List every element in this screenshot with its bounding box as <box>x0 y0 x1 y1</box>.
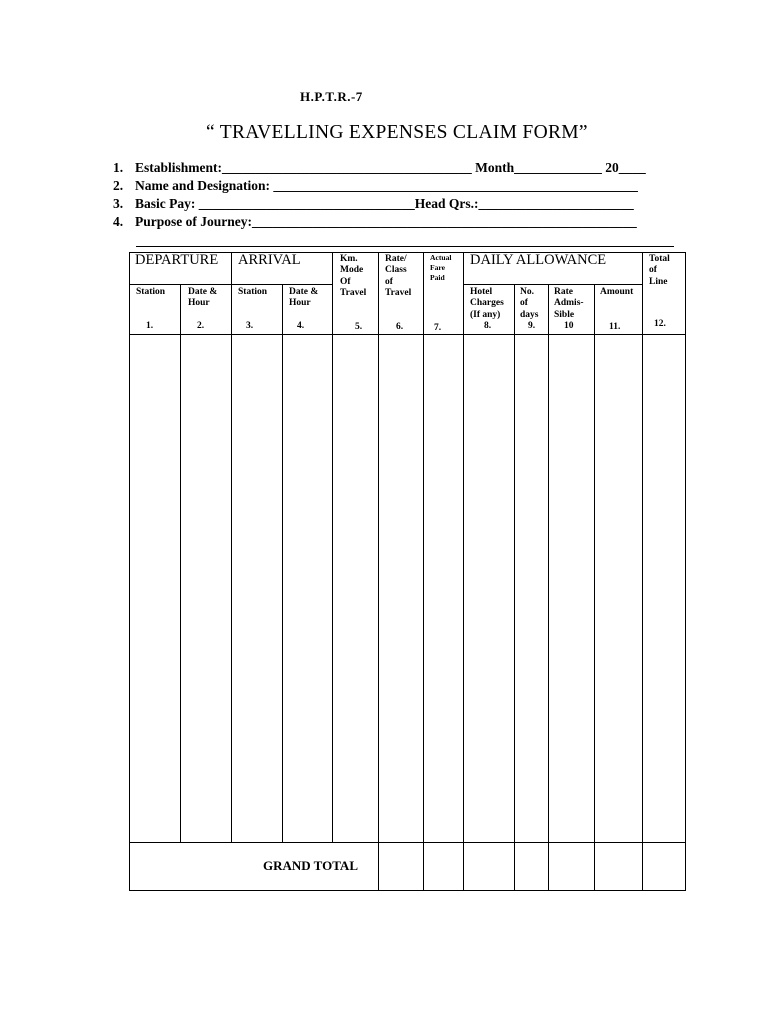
col-divider <box>463 252 464 890</box>
column-number: 10 <box>564 321 574 331</box>
col-divider <box>514 284 515 890</box>
station-header-departure: Station <box>136 287 166 297</box>
daily-allowance-sub-border <box>463 284 642 285</box>
daily-allowance-header: DAILY ALLOWANCE <box>470 252 607 268</box>
field-establishment-text: Establishment:_____________________________________ Month_____________ 20____ <box>135 160 646 175</box>
rate-class-header: Rate/ Class of Travel <box>385 254 412 298</box>
km-mode-header: Km. Mode Of Travel <box>340 254 367 298</box>
col-divider <box>594 284 595 890</box>
field-basic-pay[interactable] <box>113 196 634 212</box>
field-purpose[interactable] <box>113 214 637 230</box>
header-bottom-border <box>129 334 686 335</box>
station-header-arrival: Station <box>238 287 268 297</box>
date-hour-header-departure: Date & Hour <box>188 287 218 309</box>
col-divider <box>423 252 424 890</box>
field-number: 3. <box>113 196 124 211</box>
hotel-charges-header: Hotel Charges (If any) <box>470 287 504 320</box>
rate-admissible-header: Rate Admis- Sible <box>554 287 584 320</box>
column-number: 1. <box>146 321 154 331</box>
field-establishment[interactable] <box>113 160 646 176</box>
departure-header: DEPARTURE <box>135 252 219 268</box>
col-divider <box>282 284 283 842</box>
table-bottom-border <box>129 890 686 891</box>
col-divider <box>180 284 181 842</box>
column-number: 9. <box>528 321 536 331</box>
field-number: 1. <box>113 160 124 175</box>
col-divider <box>332 252 333 842</box>
table-left-border <box>129 252 130 890</box>
field-number: 2. <box>113 178 124 193</box>
form-code: H.P.T.R.-7 <box>300 89 363 104</box>
purpose-continuation-line[interactable] <box>136 246 674 247</box>
column-number: 3. <box>246 321 254 331</box>
arrival-header: ARRIVAL <box>238 252 301 268</box>
column-number: 2. <box>197 321 205 331</box>
grand-total-label: GRAND TOTAL <box>263 858 358 873</box>
column-number: 12. <box>654 319 666 329</box>
form-title: “ TRAVELLING EXPENSES CLAIM FORM” <box>206 122 588 143</box>
column-number: 4. <box>297 321 305 331</box>
col-divider <box>548 284 549 890</box>
field-name-designation[interactable] <box>113 178 638 194</box>
column-number: 5. <box>355 322 363 332</box>
field-purpose-text: Purpose of Journey:_________________________________________________________ <box>135 214 637 229</box>
field-number: 4. <box>113 214 124 229</box>
date-hour-header-arrival: Date & Hour <box>289 287 319 309</box>
no-of-days-header: No. of days <box>520 287 539 320</box>
total-line-header: Total of Line <box>649 254 670 287</box>
column-number: 6. <box>396 322 404 332</box>
col-divider <box>642 252 643 890</box>
col-divider <box>231 252 232 842</box>
column-number: 7. <box>434 323 442 333</box>
table-right-border <box>685 252 686 890</box>
actual-fare-header: Actual Fare Paid <box>430 253 452 282</box>
col-divider <box>378 252 379 890</box>
field-basic-pay-text: Basic Pay: ________________________________Head Qrs.:_______________________ <box>135 196 634 211</box>
column-number: 8. <box>484 321 492 331</box>
field-name-designation-text: Name and Designation: ______________________________________________________ <box>135 178 638 193</box>
column-number: 11. <box>609 322 621 332</box>
amount-header: Amount <box>600 287 634 297</box>
grand-total-top-border <box>129 842 686 843</box>
